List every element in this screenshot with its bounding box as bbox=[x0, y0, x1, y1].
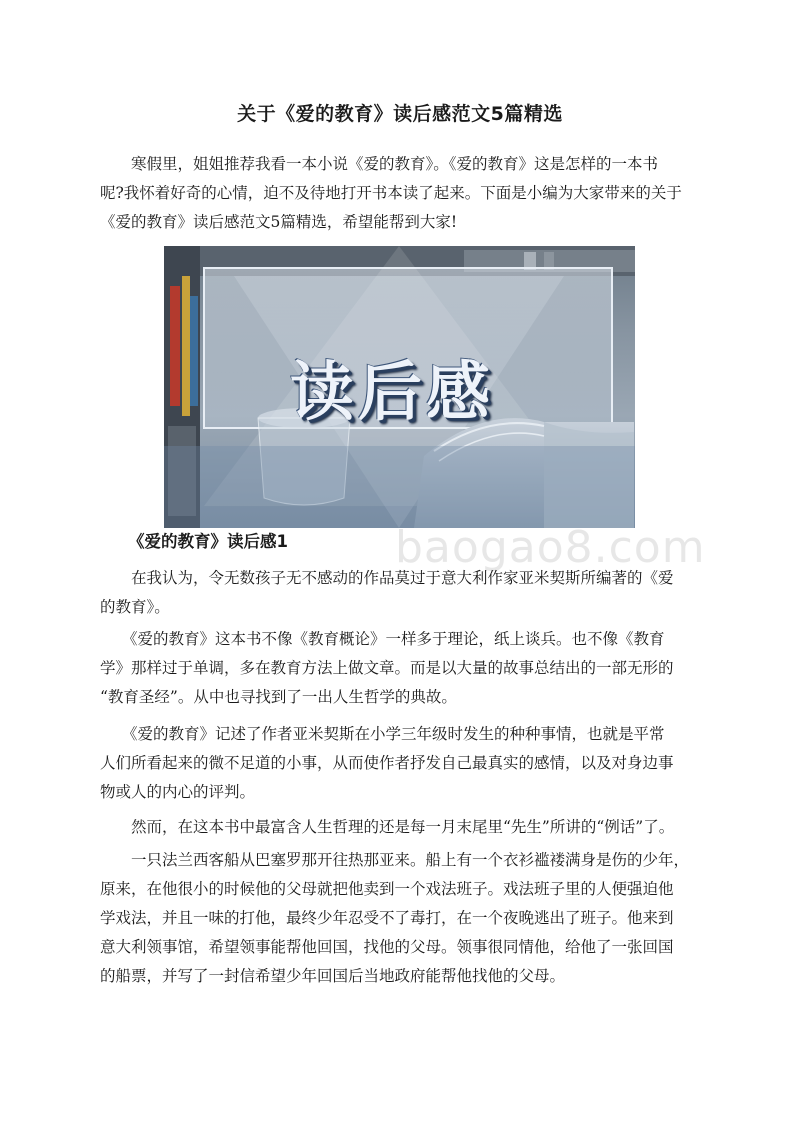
body-paragraph bbox=[100, 846, 700, 991]
body-line: 在我认为，令无数孩子无不感动的作品莫过于意大利作家亚米契斯所编著的《爱 bbox=[131, 569, 674, 587]
reading-notes-banner-image bbox=[164, 246, 635, 528]
intro-line: 《爱的教育》读后感范文5篇精选，希望能帮到大家! bbox=[100, 213, 458, 231]
body-line: “教育圣经”。从中也寻找到了一出人生哲学的典故。 bbox=[100, 688, 457, 706]
body-line: 学戏法，并且一味的打他，最终少年忍受不了毒打，在一个夜晚逃出了班子。他来到 bbox=[100, 909, 674, 927]
watermark-text: baogao8.com bbox=[395, 522, 706, 573]
body-line: 意大利领事馆，希望领事能帮他回国，找他的父母。领事很同情他，给他了一张回国 bbox=[100, 938, 674, 956]
body-line: 原来，在他很小的时候他的父母就把他卖到一个戏法班子。戏法班子里的人便强迫他 bbox=[100, 880, 674, 898]
body-line: 《爱的教育》记述了作者亚米契斯在小学三年级时发生的种种事情，也就是平常 bbox=[122, 725, 665, 743]
body-line: 人们所看起来的微不足道的小事，从而使作者抒发自己最真实的感情，以及对身边事 bbox=[100, 754, 674, 772]
intro-paragraph bbox=[100, 150, 700, 237]
body-paragraph bbox=[100, 625, 700, 712]
body-line: 一只法兰西客船从巴塞罗那开往热那亚来。船上有一个衣衫褴褛满身是伤的少年， bbox=[131, 851, 690, 869]
body-line: 学》那样过于单调，多在教育方法上做文章。而是以大量的故事总结出的一部无形的 bbox=[100, 659, 674, 677]
body-line: 的教育》。 bbox=[100, 598, 170, 616]
body-line: 然而，在这本书中最富含人生哲理的还是每一月末尾里“先生”所讲的“例话”了。 bbox=[131, 818, 675, 836]
body-paragraph bbox=[100, 813, 700, 842]
body-line: 物或人的内心的评判。 bbox=[100, 783, 256, 801]
document-title: 关于《爱的教育》读后感范文5篇精选 bbox=[237, 103, 563, 125]
body-paragraph bbox=[100, 720, 700, 807]
body-paragraph bbox=[100, 564, 700, 622]
intro-line: 呢?我怀着好奇的心情，迫不及待地打开书本读了起来。下面是小编为大家带来的关于 bbox=[100, 184, 682, 202]
banner-title-text: 读后感 bbox=[290, 356, 494, 430]
body-line: 《爱的教育》这本书不像《教育概论》一样多于理论，纸上谈兵。也不像《教育 bbox=[122, 630, 665, 648]
section-heading: 《爱的教育》读后感1 bbox=[128, 532, 288, 551]
body-line: 的船票，并写了一封信希望少年回国后当地政府能帮他找他的父母。 bbox=[100, 967, 566, 985]
intro-line: 寒假里，姐姐推荐我看一本小说《爱的教育》。《爱的教育》这是怎样的一本书 bbox=[131, 155, 659, 173]
